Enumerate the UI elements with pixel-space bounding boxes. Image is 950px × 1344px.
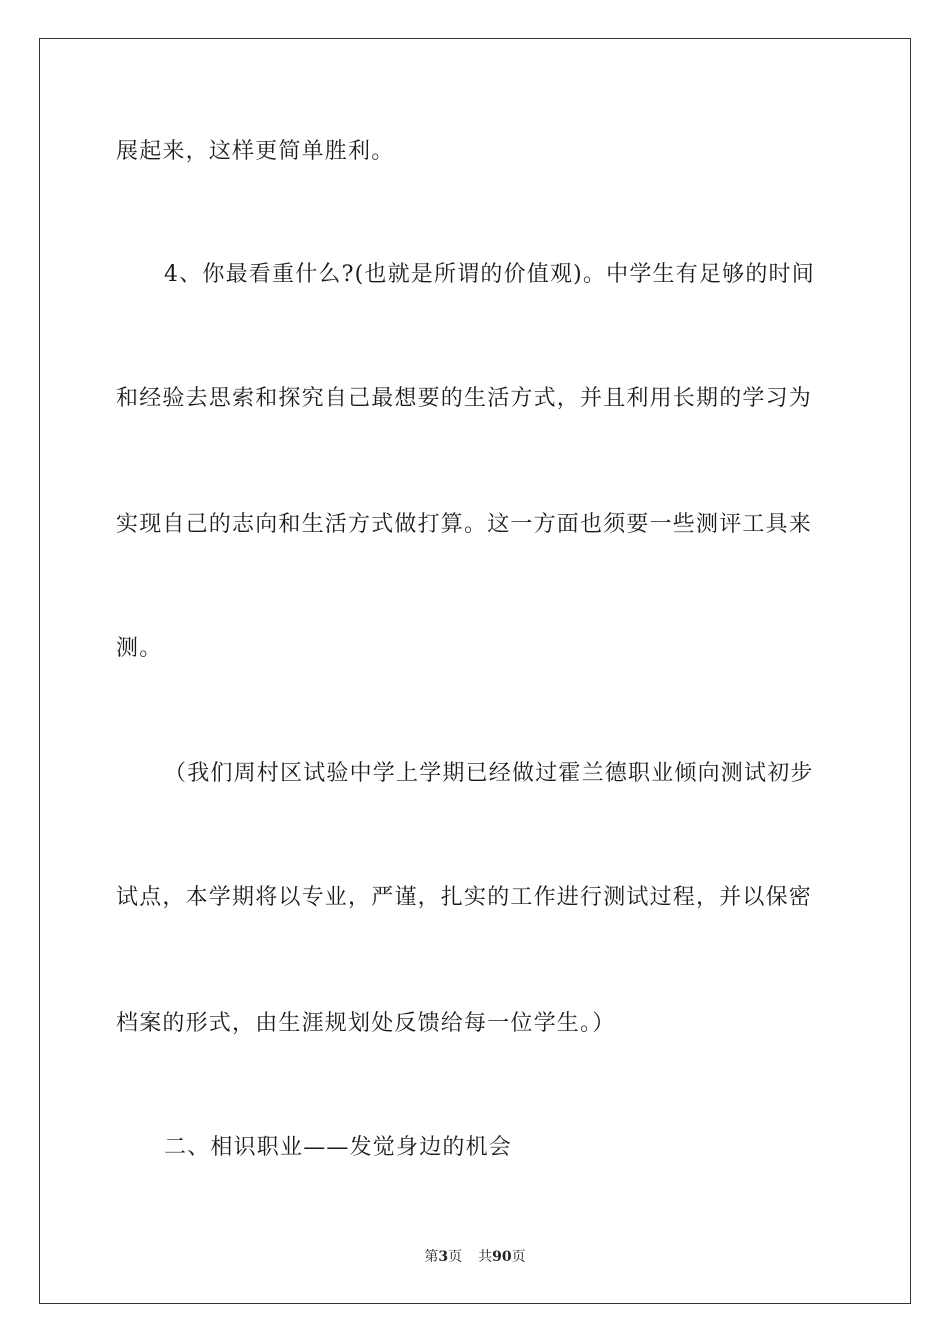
- body-line-8: 档案的形式，由生涯规划处反馈给每一位学生。）: [116, 1011, 616, 1036]
- page-footer: [0, 1248, 950, 1266]
- footer-total-prefix: 共: [478, 1249, 493, 1265]
- footer-page-unit: 页: [448, 1249, 463, 1265]
- body-line-6: （我们周村区试验中学上学期已经做过霍兰德职业倾向测试初步: [164, 761, 814, 786]
- footer-total-unit: 页: [511, 1249, 526, 1265]
- section-heading: 二、相识职业——发觉身边的机会: [164, 1135, 513, 1160]
- footer-page-current: 3: [438, 1249, 449, 1265]
- footer-page-total: 90: [492, 1249, 512, 1265]
- body-line-3: 和经验去思索和探究自己最想要的生活方式，并且利用长期的学习为: [116, 386, 813, 411]
- body-line-7: 试点，本学期将以专业，严谨，扎实的工作进行测试过程，并以保密: [116, 885, 813, 910]
- footer-page-prefix: 第: [424, 1249, 439, 1265]
- page-border: [39, 38, 911, 1304]
- body-line-4: 实现自己的志向和生活方式做打算。这一方面也须要一些测评工具来: [116, 512, 813, 537]
- body-line-5: 测。: [116, 636, 163, 661]
- body-line-2: 4、你最看重什么?(也就是所谓的价值观)。中学生有足够的时间: [164, 262, 815, 287]
- body-line-1: 展起来，这样更简单胜利。: [116, 139, 395, 164]
